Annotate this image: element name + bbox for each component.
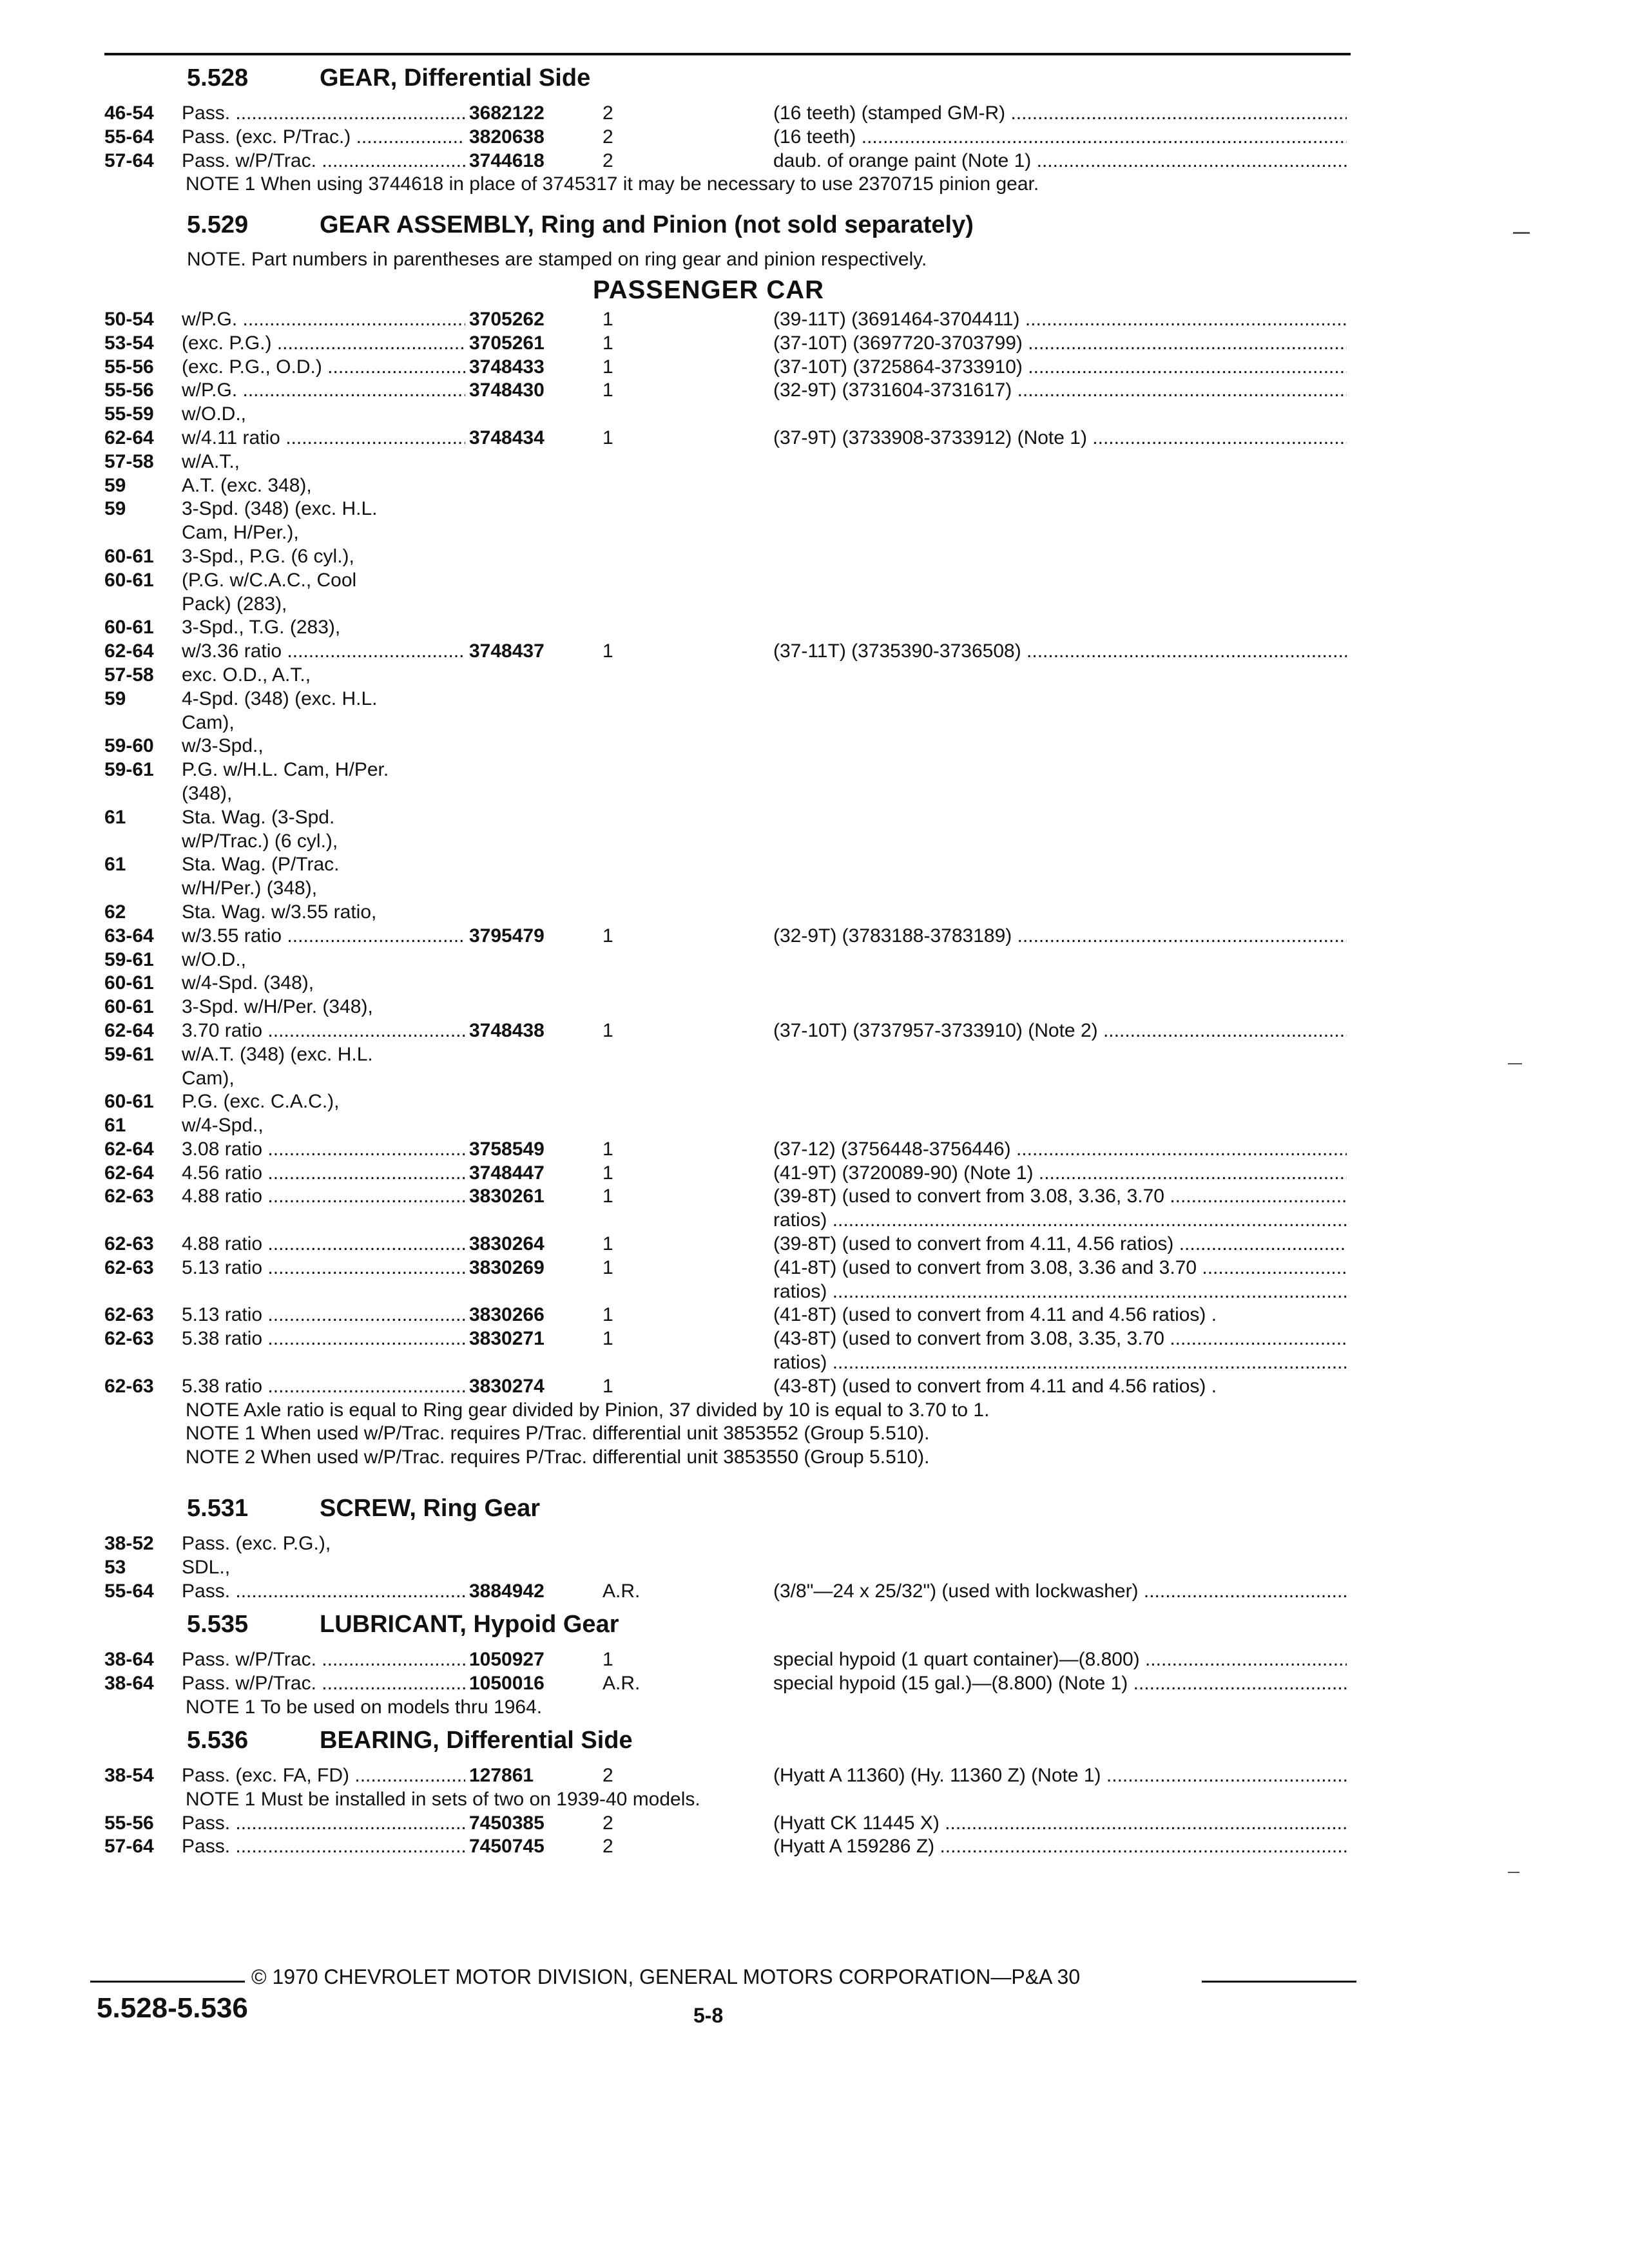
parts-row [0,830,1629,854]
description: 3-Spd., T.G. (283), [182,617,341,639]
model-years: 57-58 [104,664,154,686]
description: Sta. Wag. (P/Trac. [182,854,340,876]
model-years: 61 [104,854,126,876]
part-number: 3758549 [469,1138,545,1160]
description: P.G. (exc. C.A.C.), [182,1091,340,1113]
description: 4-Spd. (348) (exc. H.L. [182,687,378,709]
model-years: 38-52 [104,1533,154,1554]
parts-row [0,853,1629,877]
description: (P.G. w/C.A.C., Cool [182,569,357,591]
description: Pass. w/P/Trac. ..... [182,1648,465,1671]
parts-row [0,1303,1629,1327]
description: (exc. P.G.) ..... [182,332,465,355]
quantity: 1 [602,1233,613,1255]
parts-row [0,1835,1629,1859]
model-years: 62-63 [104,1233,154,1255]
model-years: 57-58 [104,450,154,472]
quantity: 1 [602,309,613,330]
model-years: 46-54 [104,102,154,124]
remarks: (32-9T) (3783188-3783189) ..... [773,925,1347,948]
model-years: 53-54 [104,332,154,354]
description: w/4-Spd. (348), [182,972,314,994]
parts-row [0,1580,1629,1604]
remarks: (41-8T) (used to convert from 3.08, 3.36 and 3.70 ..... [773,1256,1347,1280]
parts-row [0,995,1629,1019]
description: 4.88 ratio ..... [182,1233,465,1256]
model-years: 60-61 [104,972,154,994]
quantity: 1 [602,427,613,448]
part-number: 7450385 [469,1812,545,1834]
description: 3.70 ratio ..... [182,1019,465,1043]
model-years: 38-54 [104,1765,154,1786]
parts-row [0,1067,1629,1091]
remarks: (37-10T) (3697720-3703799) ..... [773,332,1347,355]
remarks: ratios) ..... [773,1351,1347,1374]
parts-row [0,806,1629,830]
quantity: 2 [602,126,613,148]
remarks: (Hyatt CK 11445 X) ..... [773,1812,1347,1835]
model-years: 59-61 [104,948,154,970]
model-years: 60-61 [104,1091,154,1113]
parts-row [0,1233,1629,1256]
description: (348), [182,782,233,804]
remarks: (41-9T) (3720089-90) (Note 1) ..... [773,1162,1347,1185]
scan-mark [1508,1872,1519,1873]
quantity: 2 [602,1765,613,1786]
quantity: 1 [602,1019,613,1041]
quantity: 1 [602,925,613,947]
section-5529 [0,210,1629,1470]
remarks: (32-9T) (3731604-3731617) ..... [773,379,1347,402]
model-years: 50-54 [104,309,154,330]
model-years: 61 [104,1115,126,1137]
description: 5.13 ratio ..... [182,1303,465,1327]
parts-row [0,1327,1629,1351]
section-heading [0,1610,1629,1648]
quantity: 2 [602,1836,613,1858]
description: 5.38 ratio ..... [182,1375,465,1398]
section-number: 5.536 [187,1727,249,1754]
remarks: (37-9T) (3733908-3733912) (Note 1) ..... [773,427,1347,450]
part-number: 127861 [469,1765,534,1786]
parts-row [0,102,1629,126]
parts-row [0,782,1629,806]
model-years: 59 [104,687,126,709]
remarks: (37-10T) (3737957-3733910) (Note 2) ..... [773,1019,1347,1043]
description: 5.38 ratio ..... [182,1327,465,1350]
quantity: 1 [602,380,613,401]
parts-row [0,356,1629,380]
remarks: (39-8T) (used to convert from 4.11, 4.56 ratios) ..... [773,1233,1347,1256]
parts-row [0,427,1629,450]
part-number: 1050927 [469,1649,545,1670]
parts-row [0,687,1629,711]
parts-row [0,1090,1629,1114]
model-years: 59-61 [104,1043,154,1065]
part-number: 3820638 [469,126,545,148]
section-note: NOTE 2 When used w/P/Trac. requires P/Trac. differential unit 3853550 (Group 5.510). [186,1446,930,1468]
quantity: 1 [602,1304,613,1326]
description: w/3-Spd., [182,735,264,757]
parts-row [0,149,1629,173]
scan-mark [1508,1063,1522,1064]
model-years: 60-61 [104,569,154,591]
parts-row [0,545,1629,569]
model-years: 62 [104,901,126,923]
parts-row [0,711,1629,735]
description: A.T. (exc. 348), [182,474,312,496]
section-number: 5.529 [187,211,249,238]
remarks: daub. of orange paint (Note 1) ..... [773,149,1347,173]
model-years: 61 [104,806,126,828]
section-number: 5.535 [187,1611,249,1638]
section-heading [0,210,1629,249]
quantity: A.R. [602,1672,641,1694]
description: w/4.11 ratio ..... [182,427,465,450]
quantity: 1 [602,1162,613,1184]
part-number: 3830269 [469,1256,545,1278]
description: Sta. Wag. (3-Spd. [182,806,335,828]
quantity: 1 [602,1186,613,1207]
description: Cam), [182,1067,235,1089]
part-number: 7450745 [469,1836,545,1858]
model-years: 62-63 [104,1186,154,1207]
section-note: NOTE 1 When used w/P/Trac. requires P/Trac. differential unit 3853552 (Group 5.510). [186,1423,930,1445]
remarks: (43-8T) (used to convert from 3.08, 3.35, 3.70 ..... [773,1327,1347,1350]
parts-row [0,758,1629,782]
model-years: 55-56 [104,1812,154,1834]
parts-row [0,664,1629,687]
model-years: 55-64 [104,1580,154,1602]
remarks: (41-8T) (used to convert from 4.11 and 4.56 ratios) . [773,1304,1217,1326]
section-note: NOTE Axle ratio is equal to Ring gear divided by Pinion, 37 divided by 10 is equal to 3.70 to 1. [186,1399,990,1421]
parts-row [0,497,1629,521]
footer-rule-left [90,1981,245,1983]
parts-row [0,569,1629,593]
part-number: 3830261 [469,1186,545,1207]
section-heading [0,63,1629,102]
parts-row [0,1043,1629,1067]
remarks: special hypoid (15 gal.)—(8.800) (Note 1) ..... [773,1672,1347,1695]
parts-row [0,1375,1629,1399]
section-note: NOTE 1 To be used on models thru 1964. [186,1696,543,1718]
description: Pass. ..... [182,1835,465,1858]
model-years: 38-64 [104,1649,154,1670]
description: w/P.G. ..... [182,379,465,402]
section-intro-note: NOTE. Part numbers in parentheses are stamped on ring gear and pinion respectively. [187,249,927,270]
footer-rule-right [1202,1981,1356,1983]
description: w/3.36 ratio ..... [182,640,465,663]
description: Pass. ..... [182,1580,465,1603]
page-range: 5.528-5.536 [97,1992,248,2024]
section-5535 [0,1610,1629,1719]
description: Pass. w/P/Trac. ..... [182,149,465,173]
model-years: 62-64 [104,640,154,662]
parts-row [0,1019,1629,1043]
description: 4.56 ratio ..... [182,1162,465,1185]
quantity: 2 [602,102,613,124]
quantity: 1 [602,640,613,662]
quantity: 1 [602,1138,613,1160]
parts-row [0,1209,1629,1233]
parts-row [0,1256,1629,1280]
parts-row [0,1648,1629,1672]
part-number: 3705261 [469,332,545,354]
parts-row [0,450,1629,474]
section-title: LUBRICANT, Hypoid Gear [320,1611,619,1638]
model-years: 59-61 [104,759,154,781]
remarks: (43-8T) (used to convert from 4.11 and 4.56 ratios) . [773,1375,1217,1397]
part-number: 1050016 [469,1672,545,1694]
model-years: 59 [104,474,126,496]
parts-row [0,521,1629,545]
copyright: © 1970 CHEVROLET MOTOR DIVISION, GENERAL MOTORS CORPORATION—P&A 30 [251,1965,1081,1988]
description: Cam, H/Per.), [182,522,299,544]
page-number: 5-8 [693,2004,724,2027]
section-heading [0,1494,1629,1532]
parts-row [0,1556,1629,1580]
part-number: 3682122 [469,102,545,124]
description: 3-Spd. (348) (exc. H.L. [182,498,378,520]
section-title: BEARING, Differential Side [320,1727,633,1754]
quantity: 1 [602,1649,613,1670]
part-number: 3830274 [469,1375,545,1397]
parts-row [0,308,1629,332]
parts-row [0,126,1629,149]
subheading-passenger-car: PASSENGER CAR [593,276,824,304]
parts-row [0,1764,1629,1788]
model-years: 57-64 [104,1836,154,1858]
description: 5.13 ratio ..... [182,1256,465,1280]
remarks: (16 teeth) (stamped GM-R) ..... [773,102,1347,125]
parts-row [0,972,1629,995]
description: w/P.G. ..... [182,308,465,331]
top-rule [104,53,1351,55]
parts-row [0,1114,1629,1138]
part-number: 3744618 [469,149,545,171]
description: w/O.D., [182,948,247,970]
part-number: 3748447 [469,1162,545,1184]
model-years: 60-61 [104,996,154,1018]
parts-row [0,1532,1629,1556]
part-number: 3748434 [469,427,545,448]
description: SDL., [182,1556,231,1578]
description: w/A.T. (348) (exc. H.L. [182,1043,373,1065]
section-heading [0,1725,1629,1764]
description: Pass. w/P/Trac. ..... [182,1672,465,1695]
quantity: 2 [602,1812,613,1834]
model-years: 57-64 [104,149,154,171]
model-years: 53 [104,1556,126,1578]
remarks: (3/8"—24 x 25/32") (used with lockwasher) ..... [773,1580,1347,1603]
model-years: 60-61 [104,617,154,639]
part-number: 3748430 [469,380,545,401]
parts-row [0,332,1629,356]
section-note: NOTE 1 When using 3744618 in place of 3745317 it may be necessary to use 2370715 pinion gear. [186,173,1039,195]
parts-row [0,1162,1629,1186]
remarks: (37-10T) (3725864-3733910) ..... [773,356,1347,379]
description: w/P/Trac.) (6 cyl.), [182,830,338,852]
parts-row [0,474,1629,498]
model-years: 55-64 [104,126,154,148]
model-years: 62-63 [104,1256,154,1278]
part-number: 3830264 [469,1233,545,1255]
model-years: 63-64 [104,925,154,947]
model-years: 62-63 [104,1328,154,1350]
description: w/O.D., [182,403,247,425]
description: w/A.T., [182,450,240,472]
section-title: GEAR, Differential Side [320,64,591,91]
parts-row [0,640,1629,664]
remarks: (37-11T) (3735390-3736508) ..... [773,640,1347,663]
quantity: 1 [602,1256,613,1278]
parts-row [0,735,1629,758]
model-years: 62-64 [104,1138,154,1160]
model-years: 62-64 [104,1162,154,1184]
remarks: (39-11T) (3691464-3704411) ..... [773,308,1347,331]
description: w/3.55 ratio ..... [182,925,465,948]
part-number: 3748437 [469,640,545,662]
part-number: 3884942 [469,1580,545,1602]
section-5531 [0,1494,1629,1603]
section-title: GEAR ASSEMBLY, Ring and Pinion (not sold separately) [320,211,974,238]
quantity: 1 [602,1328,613,1350]
description: Pass. (exc. P.G.), [182,1533,331,1554]
description: w/4-Spd., [182,1115,264,1137]
part-number: 3748433 [469,356,545,378]
model-years: 59 [104,498,126,520]
parts-row [0,379,1629,403]
quantity: A.R. [602,1580,641,1602]
quantity: 1 [602,1375,613,1397]
remarks: (Hyatt A 159286 Z) ..... [773,1835,1347,1858]
model-years: 55-56 [104,356,154,378]
description: w/H/Per.) (348), [182,878,318,899]
parts-row [0,925,1629,948]
model-years: 62-64 [104,1019,154,1041]
description: Cam), [182,711,235,733]
parts-row [0,593,1629,617]
part-number: 3830271 [469,1328,545,1350]
quantity: 1 [602,332,613,354]
description: 4.88 ratio ..... [182,1185,465,1208]
section-note: NOTE 1 Must be installed in sets of two on 1939-40 models. [186,1788,700,1810]
model-years: 60-61 [104,545,154,567]
description: 3-Spd., P.G. (6 cyl.), [182,545,354,567]
model-years: 55-56 [104,380,154,401]
description: Pack) (283), [182,593,287,615]
part-number: 3705262 [469,309,545,330]
parts-row [0,1138,1629,1162]
model-years: 62-63 [104,1304,154,1326]
part-number: 3830266 [469,1304,545,1326]
parts-row [0,1280,1629,1304]
remarks: (39-8T) (used to convert from 3.08, 3.36, 3.70 ..... [773,1185,1347,1208]
part-number: 3795479 [469,925,545,947]
model-years: 59-60 [104,735,154,757]
parts-row [0,948,1629,972]
parts-row [0,1812,1629,1836]
parts-row [0,403,1629,427]
section-5528 [0,63,1629,197]
parts-row [0,1351,1629,1375]
part-number: 3748438 [469,1019,545,1041]
model-years: 55-59 [104,403,154,425]
model-years: 62-63 [104,1375,154,1397]
section-title: SCREW, Ring Gear [320,1495,541,1522]
section-number: 5.531 [187,1495,249,1522]
description: 3-Spd. w/H/Per. (348), [182,996,373,1018]
description: Pass. ..... [182,102,465,125]
description: (exc. P.G., O.D.) ..... [182,356,465,379]
description: Pass. (exc. FA, FD) ..... [182,1764,465,1787]
remarks: ratios) ..... [773,1209,1347,1232]
description: P.G. w/H.L. Cam, H/Per. [182,759,389,781]
parts-row [0,616,1629,640]
description: 3.08 ratio ..... [182,1138,465,1161]
remarks: (Hyatt A 11360) (Hy. 11360 Z) (Note 1) ..... [773,1764,1347,1787]
section-number: 5.528 [187,64,249,91]
scan-mark [1513,232,1530,234]
parts-row [0,1672,1629,1696]
remarks: (37-12) (3756448-3756446) ..... [773,1138,1347,1161]
quantity: 1 [602,356,613,378]
section-5536 [0,1725,1629,1859]
parts-row [0,877,1629,901]
parts-row [0,901,1629,925]
remarks: (16 teeth) ..... [773,126,1347,149]
remarks: special hypoid (1 quart container)—(8.800) ..... [773,1648,1347,1671]
description: Pass. (exc. P/Trac.) ..... [182,126,465,149]
quantity: 2 [602,149,613,171]
remarks: ratios) ..... [773,1280,1347,1303]
description: Pass. ..... [182,1812,465,1835]
model-years: 38-64 [104,1672,154,1694]
description: exc. O.D., A.T., [182,664,311,686]
description: Sta. Wag. w/3.55 ratio, [182,901,377,923]
parts-row [0,1185,1629,1209]
model-years: 62-64 [104,427,154,448]
